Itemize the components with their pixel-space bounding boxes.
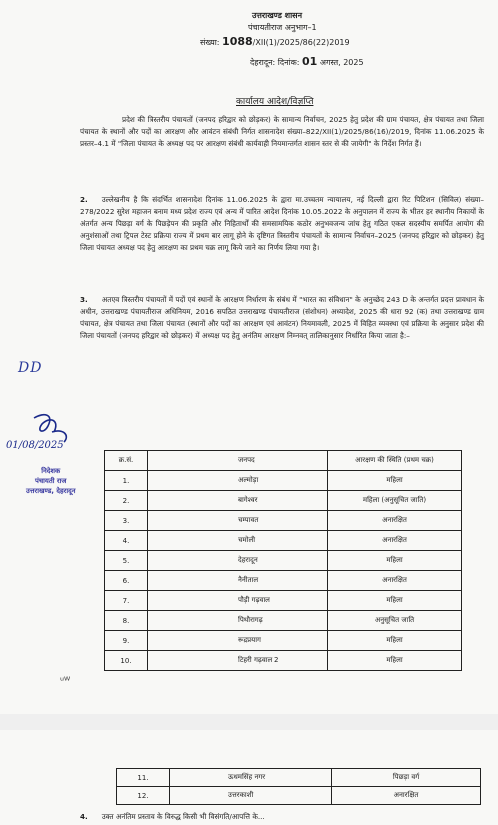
table-row: 4. चमोली अनारक्षित	[105, 531, 462, 551]
header-serial: क्र.सं.	[105, 451, 148, 471]
header-date: देहरादून: दिनांक: 01 अगस्त, 2025	[250, 55, 364, 68]
table-row: 3. चम्पावत अनारक्षित	[105, 511, 462, 531]
table-row: 6. नैनीताल अनारक्षित	[105, 571, 462, 591]
handwritten-initials: DD	[18, 360, 43, 376]
table-row: 7. पौड़ी गढ़वाल महिला	[105, 591, 462, 611]
paragraph-4: 4. उक्त अनंतिम प्रस्ताव के विरुद्ध किसी भी विसंगति/आपत्ति के...	[80, 812, 265, 821]
table-row: 10. टिहरी गढ़वाल महिला	[105, 651, 462, 671]
table-row: 5. देहरादून महिला	[105, 551, 462, 571]
page-number: 2	[274, 656, 279, 664]
pen-scribble: ᵘᵂ	[60, 676, 71, 687]
paragraph-3: 3. अतएव त्रिस्तरीय पंचायतों में पदों एवं स्थानों के आरक्षण निर्धारण के संबंध में "भारत का संविधान" के अनुच्छेद 243 D के अन्तर्गत प्रदत्त प्रावधान के अधीन, उत्तराखण्ड पंचायतीराज अधिनियम, 2016 सपठित उत्तराखण्ड पंचायतीराज (संशोधन) अध्यादेश, 2025 की धारा 92 (क) तथा उत्तराखण्ड ग्राम पंचायत, क्षेत्र पंचायत तथा जिला पंचायत (स्थानों और पदों का आरक्षण एवं आवंटन) नियमावली, 2025 में विहित व्यवस्था एवं प्रक्रिया के अनुसार प्रदेश की जिला पंचायतों (जनपद हरिद्वार को छोड़कर) में अध्यक्ष पद हेतु अनंतिम आरक्षण निम्नवत् तालिकानुसार निर्धारित किया जाता है:–	[80, 295, 484, 340]
table-header-row	[105, 451, 462, 471]
table-row: 12. उत्तरकाशी अनारक्षित	[117, 787, 481, 805]
header-reservation: आरक्षण की स्थिति (प्रथम चक्र)	[328, 451, 462, 471]
date-day: 01	[301, 55, 318, 68]
table-row: 8. पिथौरागढ़ अनुसूचित जाति	[105, 611, 462, 631]
paragraph-1: प्रदेश की त्रिस्तरीय पंचायतों (जनपद हरिद्वार को छोड़कर) के सामान्य निर्वाचन, 2025 हेतु प्रदेश की ग्राम पंचायत, क्षेत्र पंचायत तथा जिला पंचायत के स्थानों और पदों का आरक्षण और आवंटन संबंधी निर्गत शासनादेश संख्या–822/XII(1)/2025/86(16)/2019, दिनांक 11.06.2025 के प्रस्तर–4.1 में "जिला पंचायत के अध्यक्ष पद पर आरक्षण संबंधी कार्यवाही नियमान्तर्गत शासन स्तर से की जायेगी" के निर्देश निर्गत हैं।	[80, 115, 484, 148]
handwritten-date: 01/08/2025	[6, 440, 64, 451]
table-row: 11. ऊधमसिंह नगर पिछड़ा वर्ग	[117, 769, 481, 787]
document-title: कार्यालय आदेश/विज्ञप्ति	[236, 97, 314, 107]
table-row: 2. बागेश्वर महिला (अनुसूचित जाति)	[105, 491, 462, 511]
header-reference: संख्या: 1088/XII(1)/2025/86(22)2019	[200, 35, 350, 48]
header-section: पंचायतीराज अनुभाग–1	[248, 23, 317, 32]
table-row: 1. अल्मोड़ा महिला	[105, 471, 462, 491]
header-district: जनपद	[148, 451, 328, 471]
document-page-2	[0, 730, 498, 825]
table-row: 9. रूद्रप्रयाग महिला	[105, 631, 462, 651]
reservation-table	[104, 450, 462, 671]
header-govt: उत्तराखण्ड शासन	[252, 11, 303, 20]
paragraph-2: 2. उल्लेखनीय है कि संदर्भित शासनादेश दिनांक 11.06.2025 के द्वारा मा.उच्चतम न्यायालय, नई दिल्ली द्वारा रिट पिटिशन (सिविल) संख्या–278/2022 सुरेश महाजन बनाम मध्य प्रदेश राज्य एवं अन्य में पारित आदेश दिनांक 10.05.2022 के अनुपालन में राज्य के भीतर हर स्थानीय निकायों के अंतर्गत अन्य पिछड़ा वर्ग के पिछड़ेपन की प्रकृति और निहितार्थों की समसामयिक कठोर अनुभवजन्य जांच हेतु गठित एकल सदस्यीय समर्पित आयोग की अनुशंसाओं तथा ट्रिपल टेस्ट प्रक्रिया राज्य में प्रथम बार लागू होने के दृष्टिगत त्रिस्तरीय पंचायतों के सामान्य निर्वाचन–2025 (जनपद हरिद्वार को छोड़कर) हेतु जिला पंचायत अध्यक्ष पद हेतु आरक्षण का प्रथम चक्र लागू किये जाने का निर्णय लिया गया है।	[80, 195, 484, 252]
official-stamp: निदेशक पंचायती राज उत्तराखण्ड, देहरादून	[26, 467, 76, 495]
reference-number: 1088	[222, 35, 253, 48]
reservation-table-continued	[116, 768, 481, 805]
